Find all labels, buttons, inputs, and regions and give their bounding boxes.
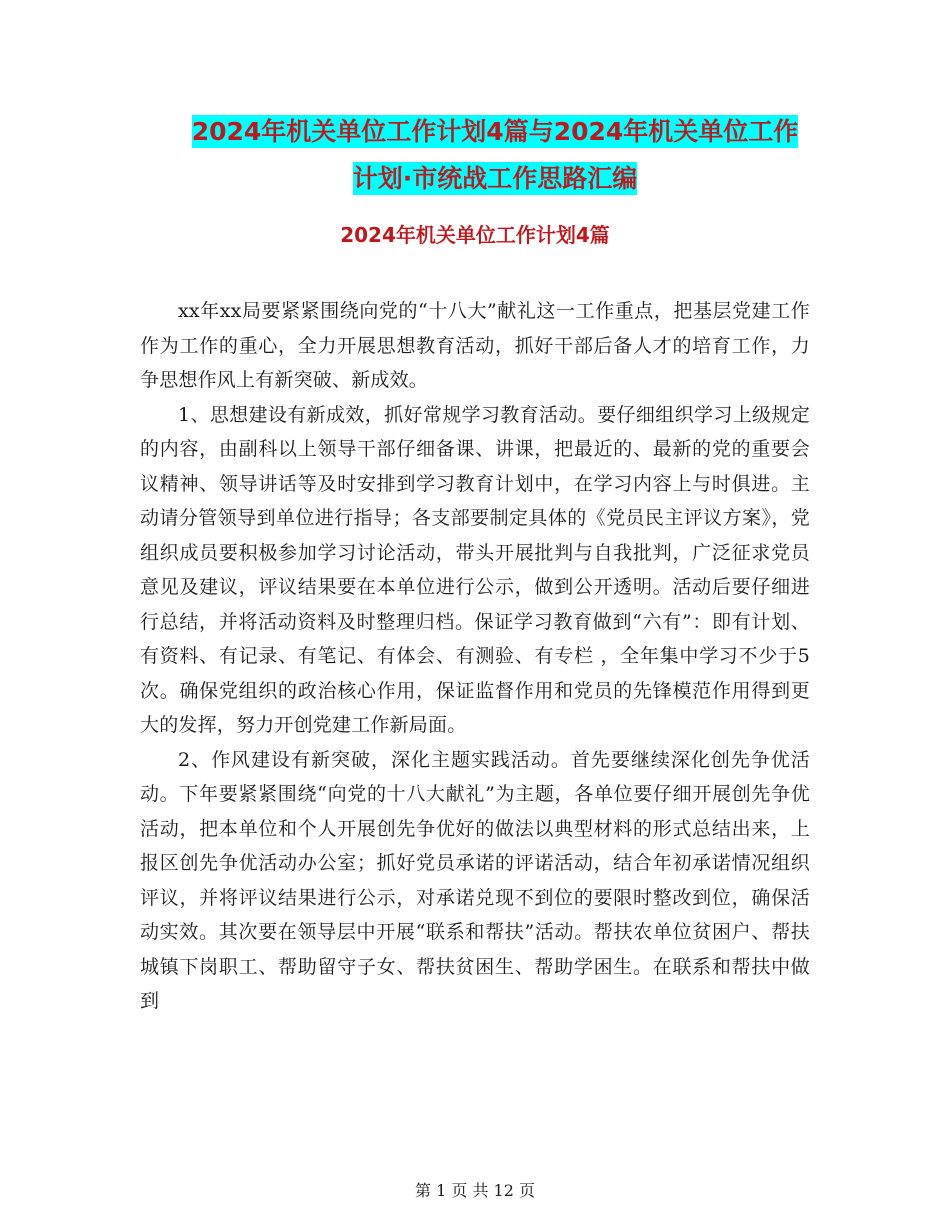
document-title-line-2: 计划·市统战工作思路汇编 — [352, 164, 638, 193]
paragraph-2: 2、作风建设有新突破，深化主题实践活动。首先要继续深化创先争优活动。下年要紧紧围绕“向党的十八大献礼”为主题，各单位要仔细开展创先争优活动，把本单位和个人开展创先争优好的做法以典型材料的形式总结出来，上报区创先争优活动办公室；抓好党员承诺的评诺活动，结合年初承诺情况组织评议，并将评议结果进行公示，对承诺兑现不到位的要限时整改到位，确保活动实效。其次要在领导层中开展“联系和帮扶”活动。帮扶农单位贫困户、帮扶城镇下岗职工、帮助留守子女、帮扶贫困生、帮助学困生。在联系和帮扶中做到 — [140, 748, 810, 1012]
page-footer: 第 1 页 共 12 页 — [415, 1181, 535, 1200]
body-text — [140, 294, 810, 1019]
paragraph-intro: xx年xx局要紧紧围绕向党的“十八大”献礼这一工作重点，把基层党建工作作为工作的重心，全力开展思想教育活动，抓好干部后备人才的培育工作，力争思想作风上有新突破、新成效。 — [140, 300, 810, 391]
section-title: 2024年机关单位工作计划4篇 — [340, 223, 610, 247]
document-title-line-1: 2024年机关单位工作计划4篇与2024年机关单位工作 — [191, 117, 799, 146]
document-title — [140, 108, 850, 202]
paragraph-1: 1、思想建设有新成效，抓好常规学习教育活动。要仔细组织学习上级规定的内容，由副科以上领导干部仔细备课、讲课，把最近的、最新的党的重要会议精神、领导讲话等及时安排到学习教育计划中，在学习内容上与时俱进。主动请分管领导到单位进行指导；各支部要制定具体的《党员民主评议方案》，党组织成员要积极参加学习讨论活动，带头开展批判与自我批判，广泛征求党员意见及建议，评议结果要在本单位进行公示，做到公开透明。活动后要仔细进行总结，并将活动资料及时整理归档。保证学习教育做到“六有”：即有计划、有资料、有记录、有笔记、有体会、有测验、有专栏 ，全年集中学习不少于5次。确保党组织的政治核心作用，保证监督作用和党员的先锋模范作用得到更大的发挥，努力开创党建工作新局面。 — [140, 403, 810, 736]
